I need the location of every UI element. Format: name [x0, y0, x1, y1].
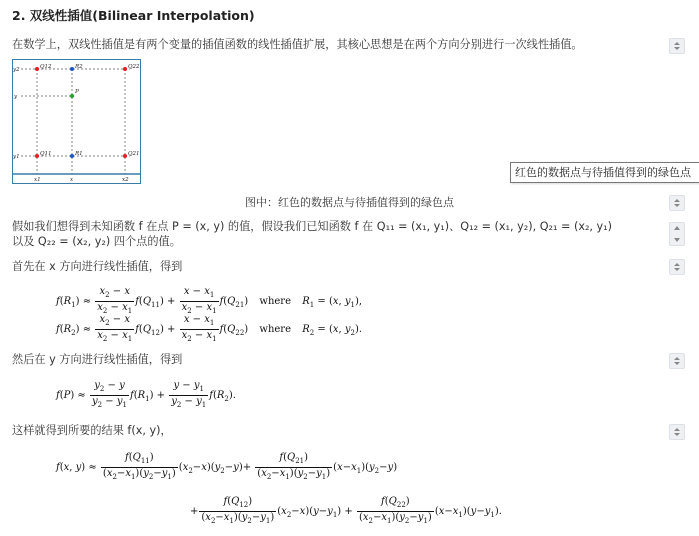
r2-point — [70, 67, 74, 71]
where-label-2: where — [259, 324, 292, 335]
expand-toggle-2[interactable] — [669, 195, 685, 211]
q12-point — [35, 67, 39, 71]
equation-final-line2: + $\frac{f(Q_{12})}{(x_2-x_1)(y_2-y_1)}$ $(x_2-x)(y-y_1)$ + $\frac{f(Q_{22})}{(x_2-x_1)(y_2-y_1)}$ $(x-x_1)(y-y_1)$. — [190, 496, 502, 525]
scroll-arrows-icon — [670, 223, 684, 245]
label-y: y — [14, 94, 18, 100]
equation-p: f(P) ≈ $\frac{y_2 - y}{y_2 - y_1}$ $f(R_1)$ + $\frac{y - y_1}{y_2 - y_1}$ $f(R_2)$. — [56, 380, 236, 409]
assume-paragraph-line1: 假如我们想得到未知函数 f 在点 P = (x, y) 的值，假设我们已知函数 f 在 Q₁₁ = (x₁, y₁)、Q₁₂ = (x₁, y₂), Q₂₁ = (x₂, y₁) — [12, 220, 613, 233]
q21-point — [123, 154, 127, 158]
result-paragraph: 这样就得到所要的结果 f(x, y)， — [12, 424, 172, 437]
x-direction-paragraph: 首先在 x 方向进行线性插值，得到 — [12, 260, 183, 273]
figure-caption: 图中：红色的数据点与待插值得到的绿色点 — [245, 196, 454, 209]
label-p: P — [75, 89, 79, 95]
bilinear-figure — [12, 59, 142, 189]
sort-arrows-icon — [670, 39, 684, 53]
expand-toggle-6[interactable] — [669, 424, 685, 440]
q11-point — [35, 154, 39, 158]
q22-point — [123, 67, 127, 71]
label-x: x — [70, 177, 74, 183]
label-r2: R2 — [75, 64, 83, 70]
section-title: 2. 双线性插值(Bilinear Interpolation) — [12, 8, 255, 23]
where-label-1: where — [259, 296, 292, 307]
equation-r2: $f(R_2)$ ≈ $\frac{x_2 - x}{x_2 - x_1}$ $f(Q_{12})$ + $\frac{x - x_1}{x_2 - x_1}$ $f(Q_{22})$ where $R_2 = (x$, $y_2$). — [56, 314, 363, 343]
scroll-toggle-3[interactable] — [669, 222, 685, 246]
p-point — [70, 94, 74, 98]
equation-final-line1: f(x, y) ≈ $\frac{f(Q_{11})}{(x_2-x_1)(y_2-y_1)}$ $(x_2-x)(y_2-y)+$ $\frac{f(Q_{21})}{(x_2-x_1)(y_2-y_1)}$ $(x-x_1)(y_2-y)$ — [56, 452, 398, 481]
label-q11: Q11 — [40, 151, 52, 157]
label-x2: x2 — [122, 177, 129, 183]
expand-toggle-1[interactable] — [669, 38, 685, 54]
label-q22: Q22 — [128, 64, 140, 70]
label-y2: y2 — [13, 67, 20, 73]
equation-r1: $f(R_1)$ ≈ $\frac{x_2 - x}{x_2 - x_1}$ $f(Q_{11})$ + $\frac{x - x_1}{x_2 - x_1}$ $f(Q_{21})$ where $R_1 = (x$, $y_1$), — [56, 286, 363, 315]
bilinear-diagram — [12, 59, 142, 185]
label-q21: Q21 — [128, 151, 140, 157]
label-x1: x1 — [34, 177, 41, 183]
image-tooltip: 红色的数据点与待插值得到的绿色点 — [510, 162, 699, 183]
label-r1: R1 — [75, 151, 83, 157]
expand-toggle-5[interactable] — [669, 353, 685, 369]
intro-paragraph: 在数学上，双线性插值是有两个变量的插值函数的线性插值扩展，其核心思想是在两个方向分别进行一次线性插值。 — [12, 38, 583, 51]
expand-toggle-4[interactable] — [669, 259, 685, 275]
label-q12: Q12 — [40, 64, 52, 70]
y-direction-paragraph: 然后在 y 方向进行线性插值，得到 — [12, 353, 183, 366]
assume-paragraph-line2: 以及 Q₂₂ = (x₂, y₂) 四个点的值。 — [12, 235, 181, 248]
sort-arrows-icon — [670, 260, 684, 274]
sort-arrows-icon — [670, 425, 684, 439]
sort-arrows-icon — [670, 354, 684, 368]
label-y1: y1 — [13, 154, 20, 160]
sort-arrows-icon — [670, 196, 684, 210]
r1-point — [70, 154, 74, 158]
